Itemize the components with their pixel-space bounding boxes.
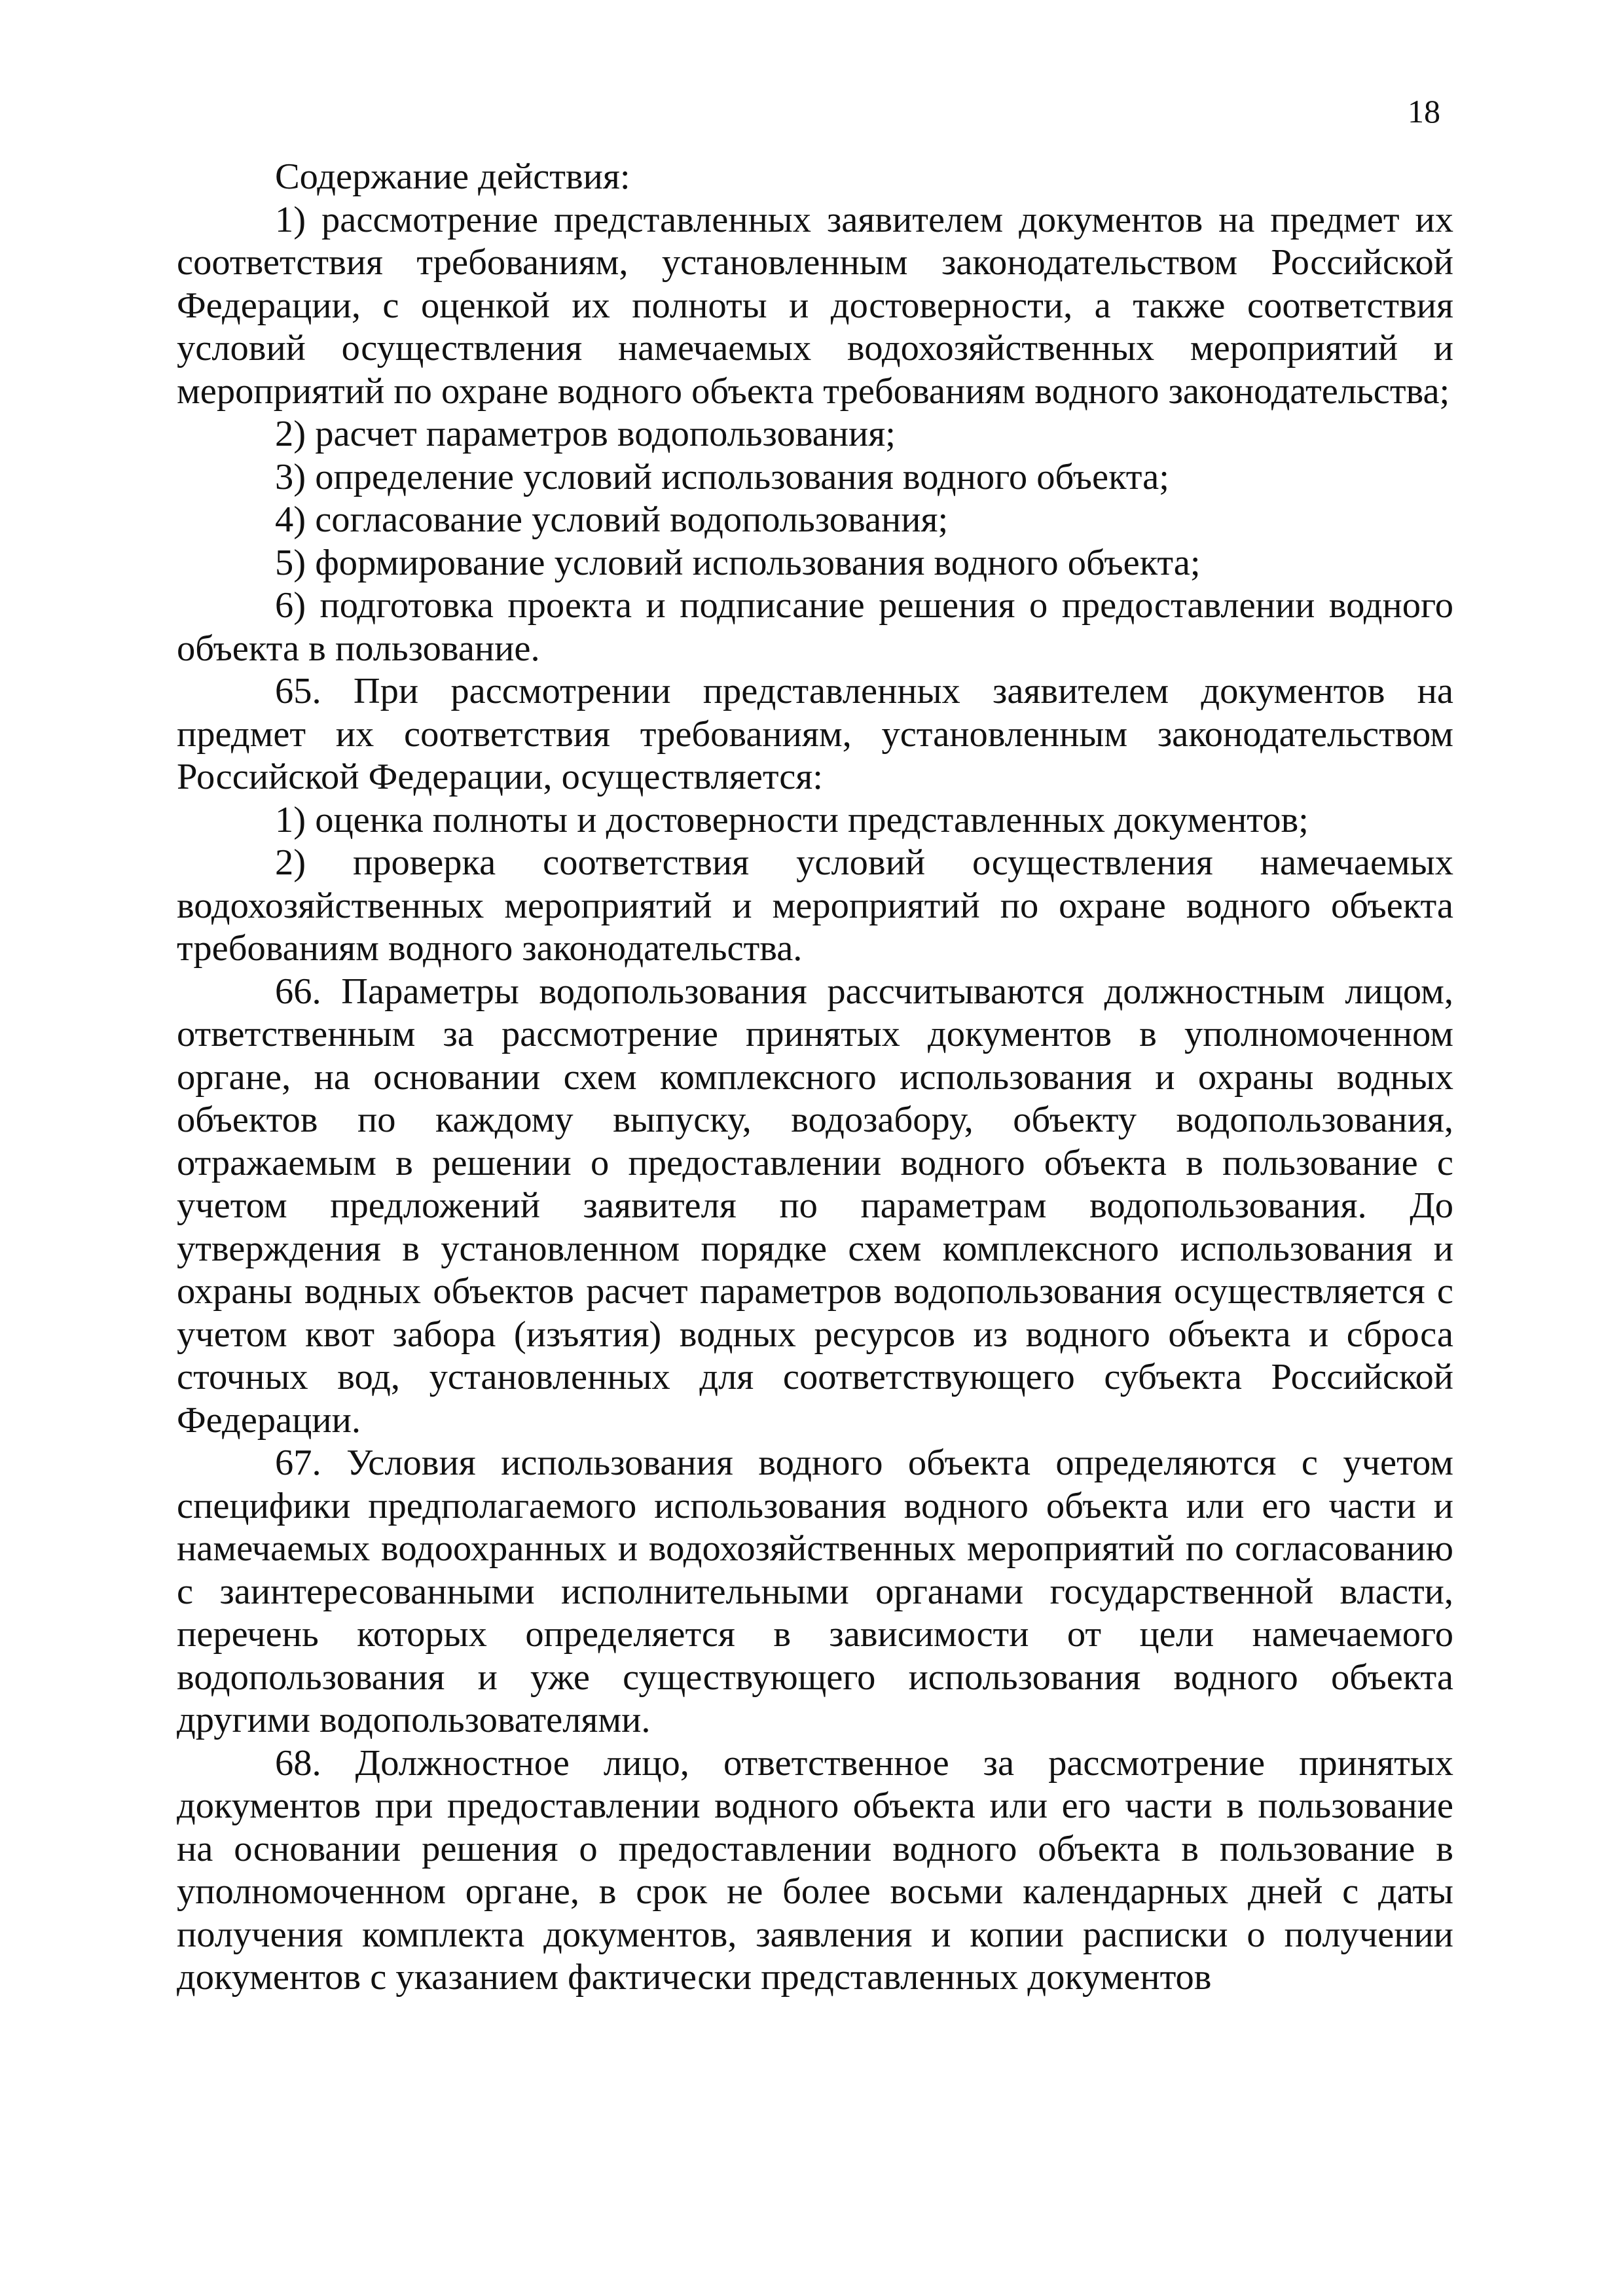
paragraph-item-6-decision: 6) подготовка проекта и подписание решения о предоставлении водного объекта в пользование. bbox=[177, 585, 1453, 669]
paragraph-item-3-conditions: 3) определение условий использования водного объекта; bbox=[275, 456, 1169, 497]
paragraph-item-5-forming: 5) формирование условий использования водного объекта; bbox=[275, 542, 1201, 583]
paragraph-66: 66. Параметры водопользования рассчитываются должностным лицом, ответственным за рассмотрение принятых документов в уполномоченном органе, на основании схем комплексного использования и охраны водных объектов по каждому выпуску, водозабору, объекту водопользования, отражаемым в решении о предоставлении водного объекта в пользование с учетом предложений заявителя по параметрам водопользования. До утверждения в установленном порядке схем комплексного использования и охраны водных объектов расчет параметров водопользования осуществляется с учетом квот забора (изъятия) водных ресурсов из водного объекта и сброса сточных вод, установленных для соответствующего субъекта Российской Федерации. bbox=[177, 971, 1453, 1441]
document-body bbox=[177, 156, 1453, 2000]
paragraph-item-2-calculation: 2) расчет параметров водопользования; bbox=[275, 414, 896, 454]
paragraph-item-4-approval: 4) согласование условий водопользования; bbox=[275, 499, 949, 540]
paragraph-68: 68. Должностное лицо, ответственное за рассмотрение принятых документов при предоставлении водного объекта или его части в пользование на основании решения о предоставлении водного объекта в пользование в уполномоченном органе, в срок не более восьми календарных дней с даты получения комплекта документов, заявления и копии расписки о получении документов с указанием фактически представленных документов bbox=[177, 1742, 1453, 1998]
paragraph-67: 67. Условия использования водного объекта определяются с учетом специфики предполагаемого использования водного объекта или его части и намечаемых водоохранных и водохозяйственных мероприятий по согласованию с заинтересованными исполнительными органами государственной власти, перечень которых определяется в зависимости от цели намечаемого водопользования и уже существующего использования водного объекта другими водопользователями. bbox=[177, 1443, 1453, 1740]
paragraph-65: 65. При рассмотрении представленных заявителем документов на предмет их соответствия требованиям, установленным законодательством Российской Федерации, осуществляется: bbox=[177, 671, 1453, 797]
paragraph-action-content-heading: Содержание действия: bbox=[275, 156, 630, 197]
paragraph-65-item-2: 2) проверка соответствия условий осуществления намечаемых водохозяйственных мероприятий и мероприятий по охране водного объекта требованиям водного законодательства. bbox=[177, 842, 1453, 969]
page-number: 18 bbox=[1408, 93, 1440, 130]
paragraph-65-item-1: 1) оценка полноты и достоверности представленных документов; bbox=[275, 799, 1309, 840]
paragraph-item-1-review: 1) рассмотрение представленных заявителем документов на предмет их соответствия требованиям, установленным законодательством Российской Федерации, с оценкой их полноты и достоверности, а также соответствия условий осуществления намечаемых водохозяйственных мероприятий и мероприятий по охране водного объекта требованиям водного законодательства; bbox=[177, 199, 1453, 412]
